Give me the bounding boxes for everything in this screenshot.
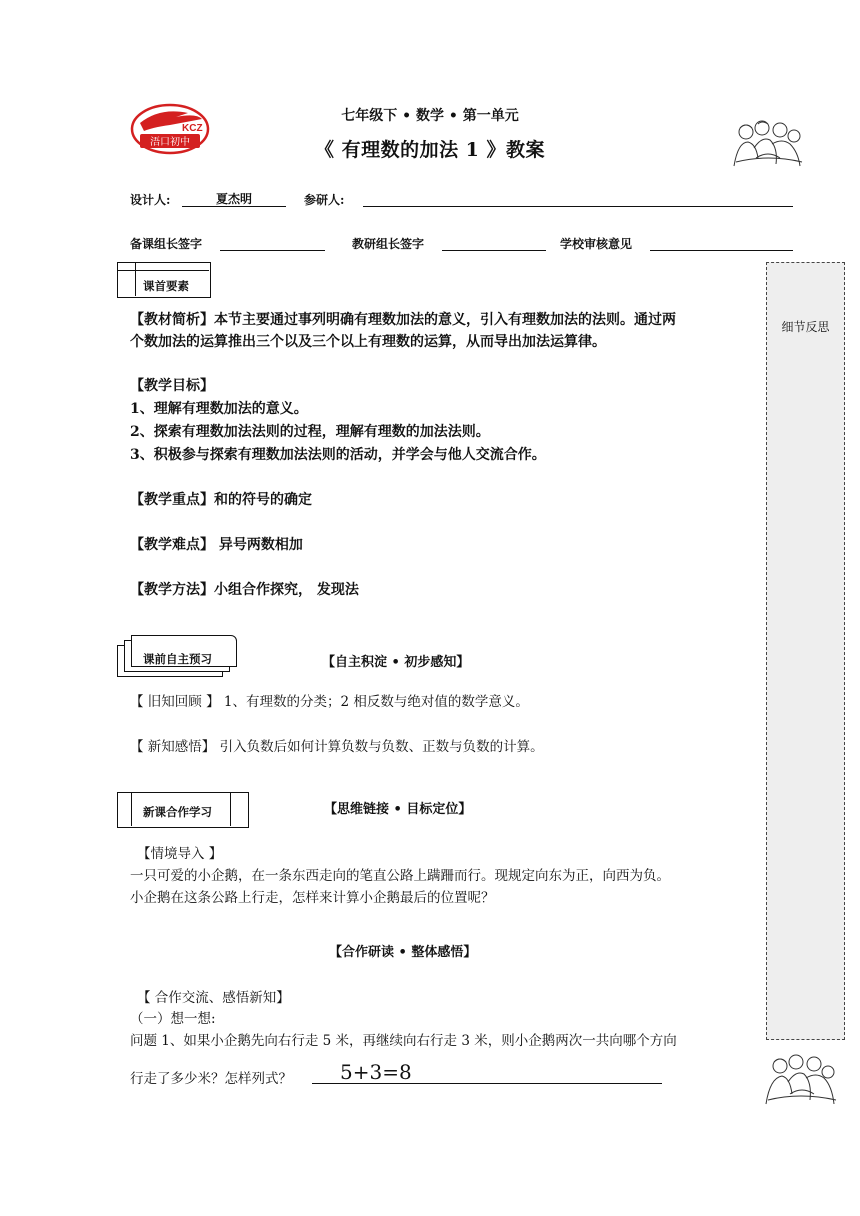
lead-sign-field[interactable] (220, 250, 325, 251)
lead-sign-label: 备课组长签字 (130, 237, 203, 251)
think-heading: （一）想一想: (130, 1011, 216, 1027)
research-sign-field[interactable] (442, 250, 546, 251)
reflection-label: 细节反思 (781, 320, 830, 334)
answer-1[interactable]: 5+3=8 (340, 1060, 412, 1084)
question-1-line-1: 问题 1、如果小企鹅先向右行走 5 米，再继续向右行走 3 米，则小企鹅两次一共向哪个方向 (130, 1033, 677, 1049)
co-researcher-label: 参研人: (304, 193, 345, 207)
key-point: 【教学重点】和的符号的确定 (130, 492, 312, 508)
document-title: 《 有理数的加法 1 》教案 (314, 139, 546, 161)
students-sketch-icon (728, 118, 808, 172)
document-subtitle: 七年级下 • 数学 • 第一单元 (341, 108, 519, 124)
goals-title: 【教学目标】 (130, 378, 214, 394)
textbook-analysis-line-1: 【教材简析】本节主要通过事列明确有理数加法的意义，引入有理数加法的法则。通过两 (130, 312, 676, 328)
scenario-line-1: 一只可爱的小企鹅，在一条东西走向的笔直公路上蹒跚而行。现规定向东为正，向西为负。 (130, 868, 670, 884)
designer-label: 设计人: (130, 193, 171, 207)
question-1-line-2: 行走了多少米？怎样列式？ (130, 1071, 292, 1087)
goal-item-3: 3、积极参与探索有理数加法法则的活动，并学会与他人交流合作。 (130, 447, 546, 463)
designer-value[interactable]: 夏杰明 (215, 192, 252, 206)
goal-item-1: 1、理解有理数加法的意义。 (130, 401, 308, 417)
new-lesson-heading: 【思维链接 • 目标定位】 (324, 802, 472, 817)
review-line: 【 旧知回顾 】 1、有理数的分类；2 相反数与绝对值的数学意义。 (130, 694, 529, 710)
school-review-label: 学校审核意见 (560, 237, 633, 251)
designer-underline (182, 206, 286, 207)
answer-1-underline (312, 1083, 662, 1084)
co-researcher-field[interactable] (363, 206, 793, 207)
students-sketch-icon (760, 1050, 840, 1110)
svg-text:浯口初中: 浯口初中 (150, 137, 190, 148)
scenario-title: 【情境导入 】 (137, 846, 223, 862)
coop-title: 【 合作交流、感悟新知】 (137, 990, 290, 1006)
goal-item-2: 2、探索有理数加法法则的过程，理解有理数的加法法则。 (130, 424, 490, 440)
reflection-column[interactable] (766, 262, 845, 1040)
scenario-line-2: 小企鹅在这条公路上行走，怎样来计算小企鹅最后的位置呢？ (130, 890, 495, 906)
preview-heading: 【自主积淀 • 初步感知】 (322, 655, 470, 670)
textbook-analysis-line-2: 个数加法的运算推出三个以及三个以上有理数的运算，从而导出加法运算律。 (130, 334, 606, 350)
teaching-method: 【教学方法】小组合作探究， 发现法 (130, 582, 359, 598)
difficulty: 【教学难点】 异号两数相加 (130, 537, 303, 553)
svg-text:KCZ: KCZ (182, 123, 203, 134)
coop-heading: 【合作研读 • 整体感悟】 (329, 945, 477, 960)
new-knowledge-line: 【 新知感悟】 引入负数后如何计算负数与负数、正数与负数的计算。 (130, 739, 544, 755)
research-sign-label: 教研组长签字 (352, 237, 425, 251)
school-review-field[interactable] (650, 250, 793, 251)
